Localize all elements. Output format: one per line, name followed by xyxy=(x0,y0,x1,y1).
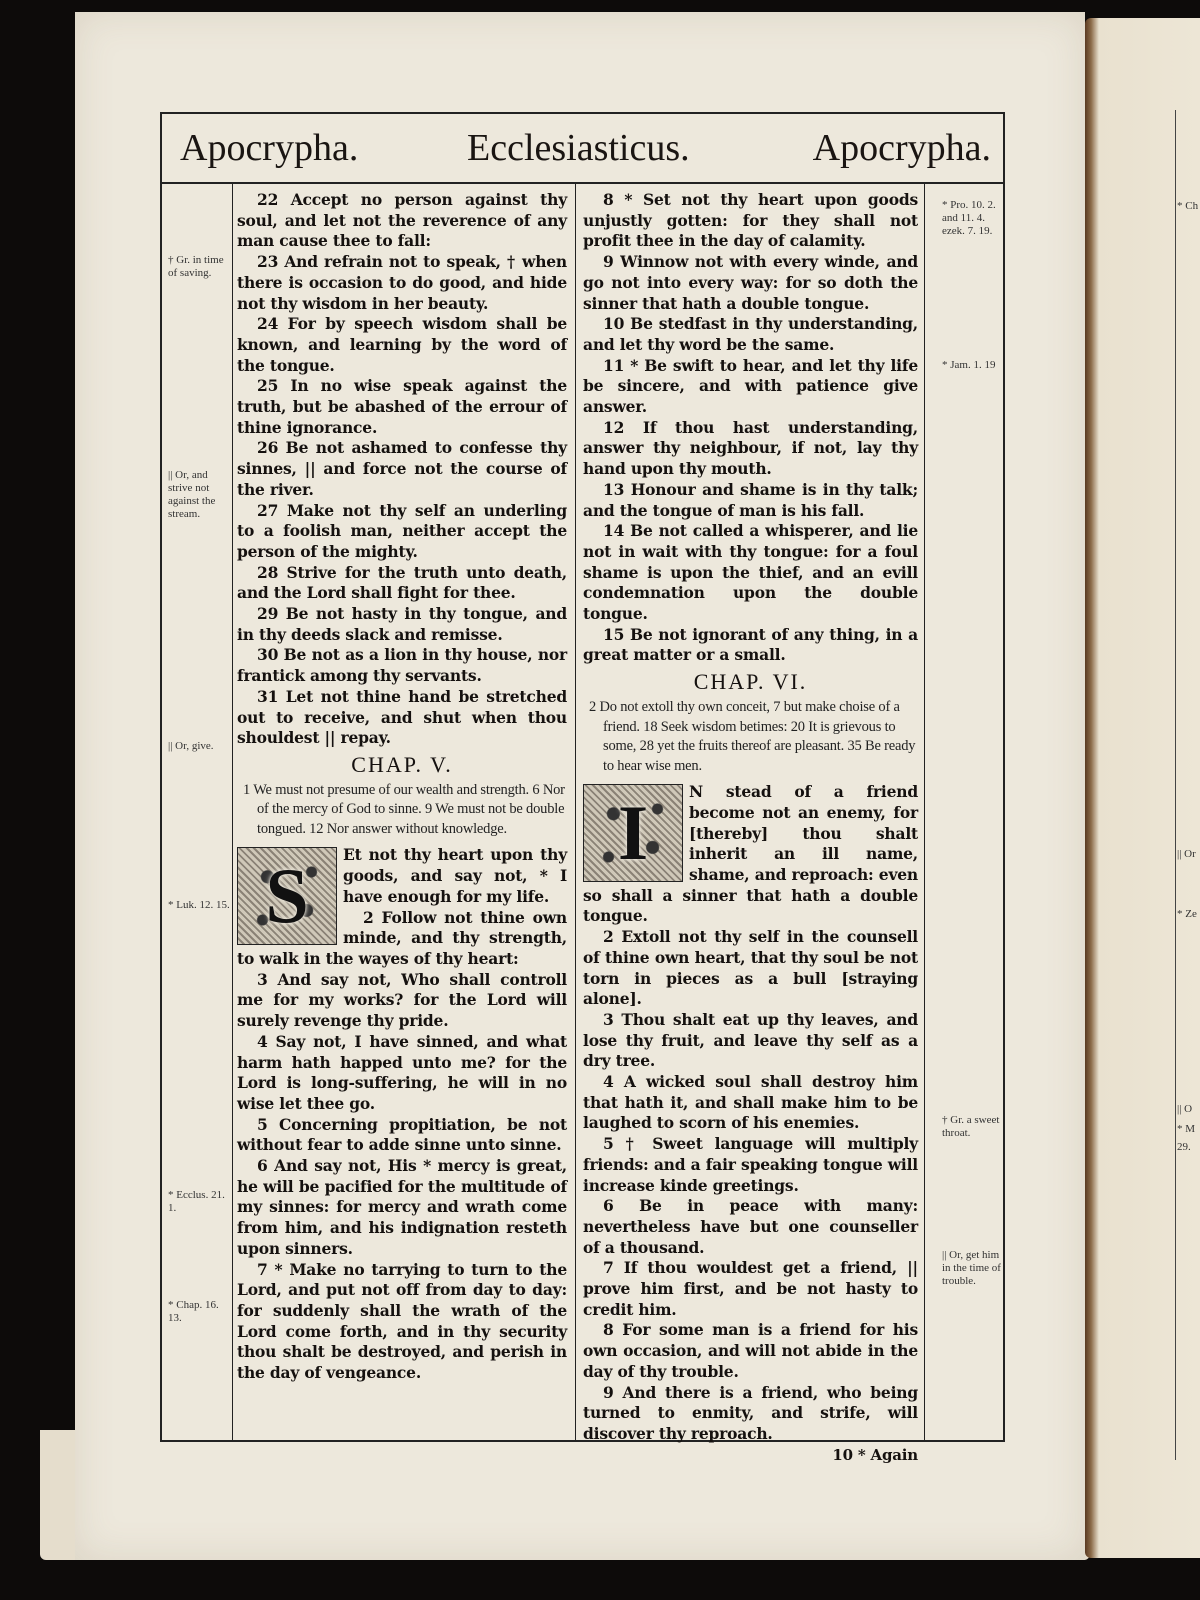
margin-note: * Pro. 10. 2. and 11. 4. ezek. 7. 19. xyxy=(942,199,996,237)
chapter-summary: 1 We must not presume of our wealth and strength. 6 Nor of the mercy of God to sinne. 9 We must not be double tongued. 12 Nor answer without knowledge. xyxy=(243,781,565,837)
chapter-heading: CHAP. VI. xyxy=(693,669,808,695)
verse: 7 * Make no tarrying to turn to the Lord, and put not off from day to day: for suddenly shall the wrath of the Lord come forth, and in thy security thou shalt be destroyed, and perish in the day of vengeance. xyxy=(237,1259,567,1383)
verse: 8 For some man is a friend for his own occasion, and will not abide in the day of thy trouble. xyxy=(583,1320,918,1381)
header-left: Apocrypha. xyxy=(180,127,359,169)
verse: 26 Be not ashamed to confesse thy sinnes, || and force not the course of the river. xyxy=(237,438,567,499)
chapter-summary: 2 Do not extoll thy own conceit, 7 but make choise of a friend. 18 Seek wisdom betimes: 20 It is grievous to some, 28 yet the fruits thereof are pleasant. 35 Be ready to hear wise men. xyxy=(589,699,916,774)
verse: 6 Be in peace with many: nevertheless have but one counseller of a thousand. xyxy=(583,1196,918,1257)
verse: 3 And say not, Who shall controll me for my works? for the Lord will surely revenge thy pride. xyxy=(237,969,567,1031)
margin-note: || Or, and strive not against the stream. xyxy=(168,469,216,520)
left-margin-rule xyxy=(232,184,233,1440)
verse: 9 And there is a friend, who being turned to enmity, and strife, will discover thy reproach. xyxy=(583,1382,918,1443)
verse: 9 Winnow not with every winde, and go not into every way: for so doth the sinner that hath a double tongue. xyxy=(583,252,918,313)
verse: 29 Be not hasty in thy tongue, and in thy deeds slack and remisse. xyxy=(237,604,567,644)
verse: 31 Let not thine hand be stretched out to receive, and shut when thou shouldest || repay. xyxy=(237,686,567,748)
text-column-right xyxy=(583,190,918,1465)
verse: 3 Thou shalt eat up thy leaves, and lose thy fruit, and leave thy self as a dry tree. xyxy=(583,1009,918,1071)
dropcap-ornament xyxy=(583,784,683,882)
facing-page xyxy=(1085,18,1200,1558)
margin-note: * Jam. 1. 19 xyxy=(942,359,996,371)
dropcap-letter: I xyxy=(617,789,649,877)
verse: 23 And refrain not to speak, † when there is occasion to do good, and hide not thy wisdom in her beauty. xyxy=(237,252,567,313)
header-right: Apocrypha. xyxy=(812,127,991,169)
verse: 4 Say not, I have sinned, and what harm hath happed unto me? for the Lord is long-suffering, he will in no wise let thee go. xyxy=(237,1031,567,1113)
verse: 12 If thou hast understanding, answer thy neighbour, if not, lay thy hand upon thy mouth. xyxy=(583,417,918,479)
verse: 24 For by speech wisdom shall be known, and learning by the word of the tongue. xyxy=(237,314,567,375)
header-center: Ecclesiasticus. xyxy=(467,127,690,169)
verse: 28 Strive for the truth unto death, and the Lord shall fight for thee. xyxy=(237,562,567,603)
verse: 6 And say not, His * mercy is great, he will be pacified for the multitude of my sinnes: for mercy and wrath come from him, and his indignation resteth upon sinners. xyxy=(237,1156,567,1258)
facing-page-rule xyxy=(1175,110,1200,1460)
margin-note: || Or, get him in the time of trouble. xyxy=(942,1249,1001,1287)
verse: 7 If thou wouldest get a friend, || prove him first, and be not hasty to credit him. xyxy=(583,1258,918,1319)
dropcap-ornament xyxy=(237,847,337,945)
verse: 14 Be not called a whisperer, and lie not in wait with thy tongue: for a foul shame is upon the thief, and an evill condemnation upon the double tongue. xyxy=(583,521,918,624)
chapter-opening xyxy=(583,782,918,927)
column-divider xyxy=(575,184,576,1440)
running-header xyxy=(162,114,1003,184)
verse: 5 Concerning propitiation, be not without fear to adde sinne unto sinne. xyxy=(237,1114,567,1155)
verse: 4 A wicked soul shall destroy him that hath it, and shall make him to be laughed to scorn of his enemies. xyxy=(583,1072,918,1133)
facing-note: * Ze xyxy=(1177,908,1197,920)
text-frame xyxy=(160,112,1005,1464)
verse: 2 Extoll not thy self in the counsell of thine own heart, that thy soul be not torn in pieces as a bull [straying alone]. xyxy=(583,927,918,1009)
margin-note: † Gr. a sweet throat. xyxy=(942,1114,1000,1139)
facing-note: * M xyxy=(1177,1123,1196,1135)
verse: 15 Be not ignorant of any thing, in a great matter or a small. xyxy=(583,624,918,665)
facing-note: * Ch xyxy=(1177,200,1199,212)
verse: 30 Be not as a lion in thy house, nor frantick among thy servants. xyxy=(237,645,567,686)
margin-note: † Gr. in time of saving. xyxy=(168,254,224,279)
opening-text: Et not thy heart upon thy goods, and say not, * I have enough for my life. xyxy=(343,845,567,906)
verse: 27 Make not thy self an underling to a foolish man, neither accept the person of the mighty. xyxy=(237,500,567,561)
verse: 13 Honour and shame is in thy talk; and the tongue of man is his fall. xyxy=(583,479,918,520)
margin-note: * Luk. 12. 15. xyxy=(168,899,230,911)
verse: 25 In no wise speak against the truth, but be abashed of the errour of thine ignorance. xyxy=(237,376,567,437)
text-column-left xyxy=(237,190,567,1384)
opening-text: N stead of a friend become not an enemy, for [thereby] thou shalt inherit an ill name, shame, and reproach: even so shall a sinner that hath a double tongue. xyxy=(583,782,918,926)
chapter-heading: CHAP. V. xyxy=(351,751,453,777)
dropcap-letter: S xyxy=(265,852,309,940)
margin-note: * Chap. 16. 13. xyxy=(168,1299,219,1324)
verse: 11 * Be swift to hear, and let thy life be sincere, and with patience give answer. xyxy=(583,355,918,417)
catchword: 10 * Again xyxy=(832,1445,918,1464)
facing-note: || Or xyxy=(1177,848,1196,860)
verse: 10 Be stedfast in thy understanding, and let thy word be the same. xyxy=(583,314,918,354)
margin-note: || Or, give. xyxy=(168,740,214,752)
right-margin-rule xyxy=(924,184,925,1440)
verse: 5 † Sweet language will multiply friends: and a fair speaking tongue will increase kinde greetings. xyxy=(583,1134,918,1195)
book-page xyxy=(75,12,1085,1560)
verse: 8 * Set not thy heart upon goods unjustly gotten: for they shall not profit thee in the day of calamity. xyxy=(583,190,918,251)
facing-note: 29. xyxy=(1177,1141,1191,1153)
margin-note: * Ecclus. 21. 1. xyxy=(168,1189,225,1214)
verse: 2 Follow not thine own minde, and thy strength, to walk in the wayes of thy heart: xyxy=(237,907,567,968)
facing-note: || O xyxy=(1177,1103,1193,1115)
verse: 22 Accept no person against thy soul, and let not the reverence of any man cause thee to fall: xyxy=(237,190,567,251)
